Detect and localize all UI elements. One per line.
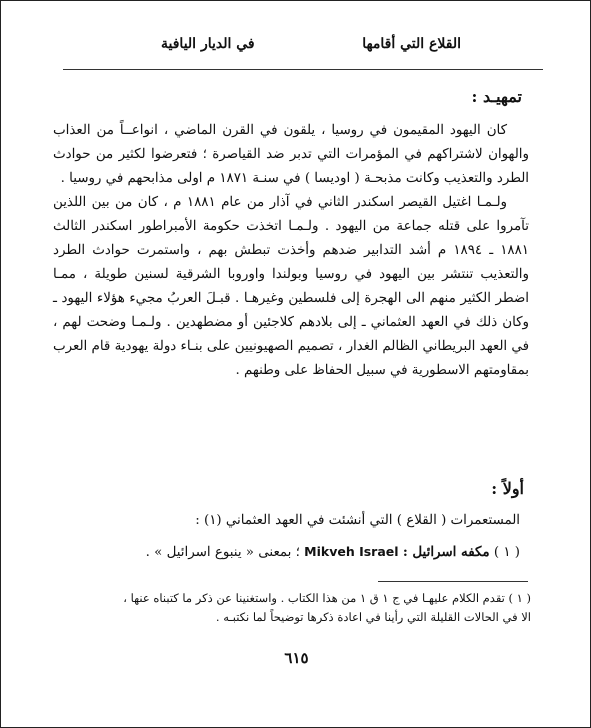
paragraph-1: كان اليهود المقيمون في روسيا ، يلقون في القرن الماضي ، انواعــاً من العذاب والهوان لاشتراكهم في المؤمرات التي تدبر ضد القياصرة ؛ فتعرضوا لكثير من حوادث الطرد والتعذيب وكانت مذبحـة ( اوديسا ) في سنـة ١٨٧١ م اولى مذابحهم في روسيا . — [53, 123, 529, 186]
footnote-line-2: الا في الحالات القليلة التي رأينا في اعادة ذكرها توضيحاً لما نكتبـه . — [215, 610, 531, 624]
header-title-left: في الديار اليافية — [161, 36, 255, 52]
header-title-right: القلاع التي أقامها — [362, 36, 461, 52]
section-heading: تمهيـد : — [471, 87, 522, 106]
running-header — [161, 31, 461, 57]
list-item-meaning: ؛ بمعنى « ينبوع اسرائيل » . — [145, 545, 300, 560]
page-number: ٦١٥ — [284, 649, 309, 667]
list-intro: المستعمرات ( القلاع ) التي أنشئت في العهد العثماني (١) : — [195, 513, 520, 528]
list-item-latin-name: Mikveh Israel — [304, 544, 399, 559]
header-rule — [63, 69, 543, 70]
list-item-number: ( ١ ) — [493, 545, 520, 560]
sub-heading: أولاً : — [491, 479, 524, 498]
list-item-name: مكفه اسرائيل : — [402, 544, 490, 560]
footnote — [41, 589, 531, 627]
paragraph-2: ولـمـا اغتيل القيصر اسكندر الثاني في آذار من عام ١٨٨١ م ، كان من بين اللذين تآمروا على قتله جماعة من اليهود . ولـمـا اتخذت حكومة الأمبراطور اسكندر الثالث ١٨٨١ ـ ١٨٩٤ م أشد التدابير ضدهم وأخذت تبطش بهم ، واستمرت حوادث الطرد والتعذيب تنتشر بين اليهود في روسيا وبولندا واوروبا الشرقية لسنين طويلة ، ممـا اضطر الكثير منهم الى الهجرة إلى فلسطين وغيرهـا . قبـلَ العربُ مجيء هؤلاء اليهود ـ وكان ذلك في العهد العثماني ـ إلى بلادهم كلاجئين أو مضطهدين . ولـمـا وضحت لهم ، في العهد البريطاني الظالم الغدار ، تصميم الصهيونيين على بنـاء دولة يهودية قام العرب بمقاومتهم الاسطورية في سبيل الحفاظ على وطنهم . — [53, 195, 530, 378]
footnote-line-1: ( ١ ) تقدم الكلام عليهـا في ج ١ ق ١ من هذا الكتاب . واستغنينا عن ذكر ما كتبناه عنها ، — [123, 591, 531, 605]
body-text — [53, 119, 529, 383]
list-item — [146, 544, 520, 560]
footnote-rule — [378, 581, 528, 582]
